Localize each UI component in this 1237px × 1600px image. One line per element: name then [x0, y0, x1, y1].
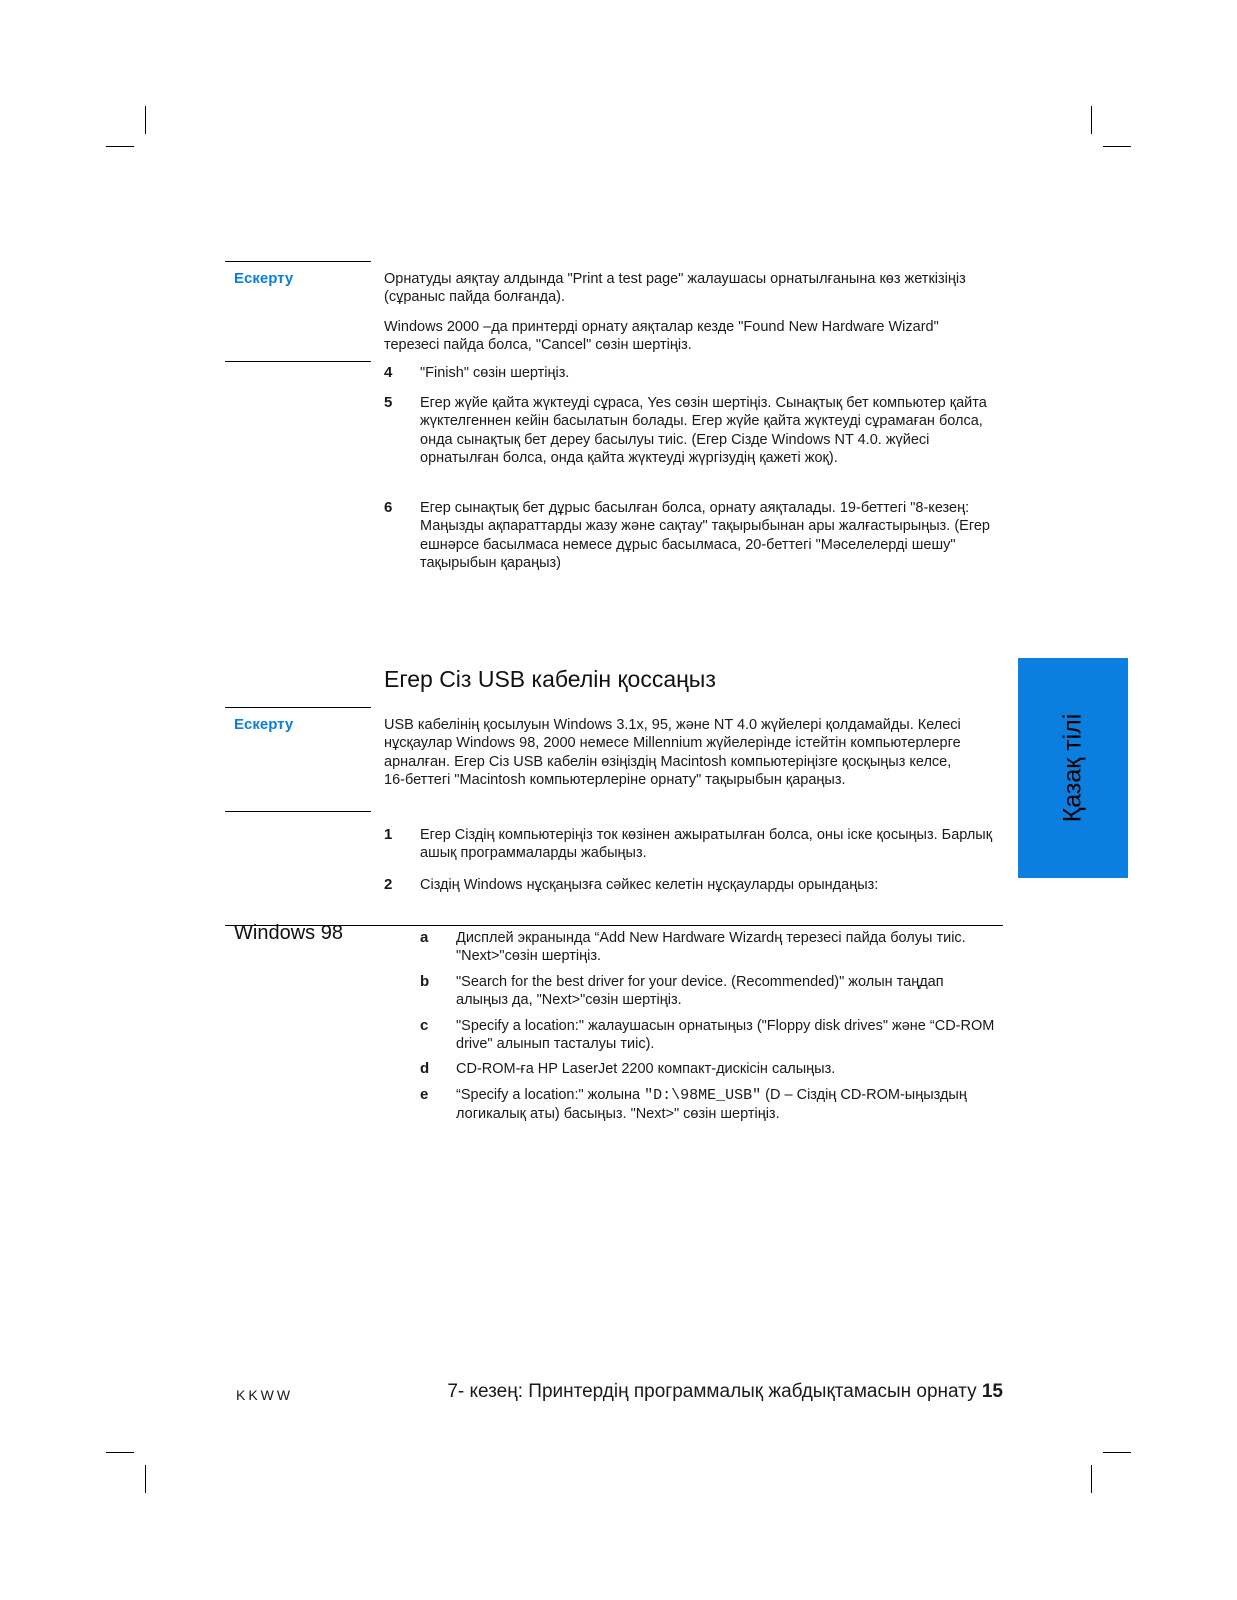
substep-text: CD-ROM-ға HP LaserJet 2200 компакт-дискісін салыңыз. — [456, 1061, 836, 1077]
footer-title — [447, 1381, 1003, 1403]
substep-text — [456, 1086, 996, 1124]
substep-text-after: (D – Сіздің CD-ROM-ыңыздың логикалық аты) басыңыз. "Next>" сөзін шертіңіз. — [456, 1087, 967, 1123]
step-number: 1 — [384, 826, 393, 843]
footer-code: KKWW — [236, 1387, 294, 1403]
note-paragraph: Орнатуды аяқтау алдында "Print a test page" жалаушасы орнатылғанына көз жеткізіңіз (сұраныс пайда болғанда). — [384, 271, 966, 306]
substep-letter: e — [420, 1086, 429, 1103]
step-text: Егер сынақтық бет дұрыс басылған болса, орнату аяқталады. 19-беттегі "8-кезең: Маңызды ақпараттарды жазу және сақтау" тақырыбынан ары жалғастырыңыз. (Егер ешнәрсе басылмаса немесе дұрыс басылмаса, 20-беттегі "Мәселелерді шешу" тақырыбын қараңыз) — [420, 500, 990, 572]
substep-text: "Search for the best driver for your device. (Recommended)" жолын таңдап алыңыз да, "Next>"сөзін шертіңіз. — [456, 974, 944, 1009]
section-heading: Егер Сіз USB кабелін қоссаңыз — [384, 666, 716, 692]
step-number: 6 — [384, 499, 393, 516]
step-number: 2 — [384, 876, 393, 893]
crop-mark — [106, 1452, 134, 1453]
note-rule-top — [225, 707, 371, 708]
step-text: Егер жүйе қайта жүктеуді сұраса, Yes сөзін шертіңіз. Сынақтық бет компьютер қайта жүктелгеннен кейін басылатын болады. Егер жүйе қайта жүктеуді сұрамаған болса, онда сынақтық бет дереу басылуы тиіс. (Егер Сізде Windows NT 4.0. жүйесі орнатылған болса, онда қайта жүктеуді жүргізудің қажеті жоқ). — [420, 395, 987, 467]
path-code: "D:\98ME_USB" — [644, 1087, 762, 1104]
note-label: Ескерту — [234, 270, 294, 287]
step-number: 4 — [384, 364, 393, 381]
substep-text-before: “Specify a location:" жолына — [456, 1087, 645, 1103]
crop-mark — [1103, 146, 1131, 147]
note-rule-bottom — [225, 811, 371, 812]
crop-mark — [145, 106, 146, 134]
crop-mark — [145, 1465, 146, 1493]
step-text: Сіздің Windows нұсқаңызға сәйкес келетін нұсқауларды орындаңыз: — [420, 877, 879, 893]
substep-letter: c — [420, 1017, 429, 1034]
note-rule-bottom — [225, 361, 371, 362]
footer-chapter: 7- кезең: Принтердің программалық жабдықтамасын орнату — [447, 1381, 977, 1402]
substep-text: Дисплей экранында “Add New Hardware Wizardң терезесі пайда болуы тиіс. "Next>"сөзін шертіңіз. — [456, 930, 966, 965]
windows98-heading: Windows 98 — [234, 922, 343, 944]
crop-mark — [106, 146, 134, 147]
substep-letter: a — [420, 929, 429, 946]
substep-letter: d — [420, 1060, 430, 1077]
crop-mark — [1091, 106, 1092, 134]
step-text: "Finish" сөзін шертіңіз. — [420, 365, 570, 381]
note-paragraph: Windows 2000 –да принтерді орнату аяқталар кезде "Found New Hardware Wizard" терезесі пайда болса, "Cancel" сөзін шертіңіз. — [384, 319, 939, 354]
substep-letter: b — [420, 973, 430, 990]
language-tab-label: Қазақ тілі — [1058, 713, 1087, 823]
language-tab — [1018, 658, 1128, 878]
crop-mark — [1091, 1465, 1092, 1493]
page-number: 15 — [981, 1381, 1003, 1402]
note-label: Ескерту — [234, 716, 294, 733]
substep-text: "Specify a location:" жалаушасын орнатыңыз ("Floppy disk drives" және “CD-ROM drive" алынып тасталуы тиіс). — [456, 1018, 995, 1053]
note-rule-top — [225, 261, 371, 262]
note-paragraph: USB кабелінің қосылуын Windows 3.1x, 95, және NT 4.0 жүйелері қолдамайды. Келесі нұсқаулар Windows 98, 2000 немесе Millennium жүйелерінде істейтін компьютерлерге арналған. Егер Сіз USB кабелін өзіңіздің Macintosh компьютеріңізге қосқыңыз келсе, 16-беттегі "Macintosh компьютерлеріне орнату" тақырыбын қараңыз. — [384, 717, 961, 789]
step-number: 5 — [384, 394, 393, 411]
crop-mark — [1103, 1452, 1131, 1453]
step-text: Егер Сіздің компьютеріңіз ток көзінен ажыратылған болса, оны іске қосыңыз. Барлық ашық программаларды жабыңыз. — [420, 827, 993, 862]
